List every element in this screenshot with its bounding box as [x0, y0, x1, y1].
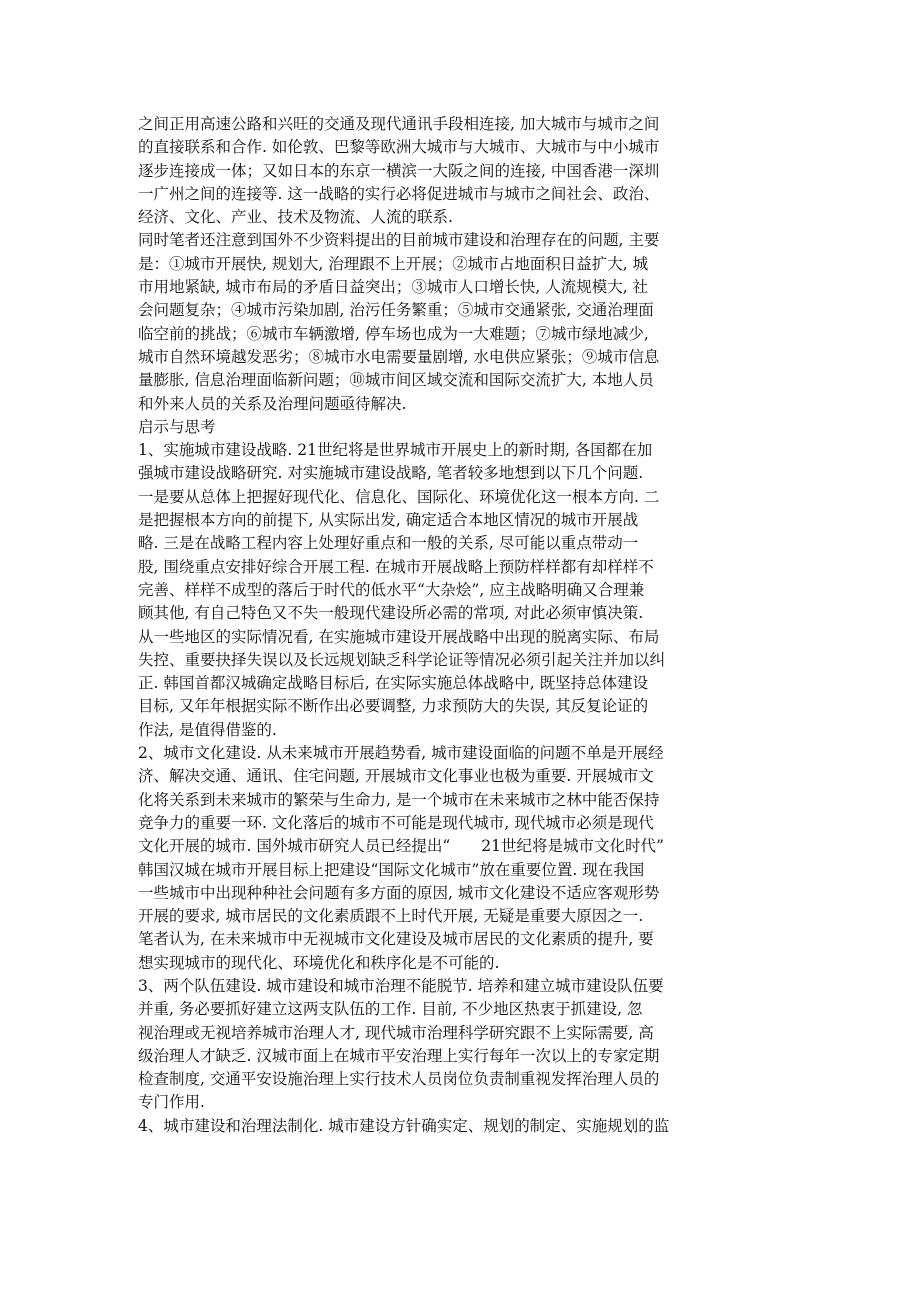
- text-line: 和外来人员的关系及治理问题亟待解决.: [138, 394, 407, 413]
- text-line: 的直接联系和合作. 如伦敦、巴黎等欧洲大城市与大城市、大城市与中小城市: [138, 138, 660, 157]
- text-line: 是：①城市开展快, 规划大, 治理跟不上开展；②城市占地面积日益扩大, 城: [138, 254, 649, 273]
- text-line: 4、城市建设和治理法制化. 城市建设方针确实定、规划的制定、实施规划的监: [138, 1116, 670, 1135]
- text-line: 视治理或无视培养城市治理人才, 现代城市治理科学研究跟不上实际需要, 高: [138, 1023, 654, 1042]
- text-line: 3、两个队伍建设. 城市建设和城市治理不能脱节. 培养和建立城市建设队伍要: [138, 976, 664, 995]
- text-line: 从一些地区的实际情况看, 在实施城市建设开展战略中出现的脱离实际、布局: [138, 627, 660, 646]
- text-line: 量膨胀, 信息治理面临新问题；⑩城市间区域交流和国际交流扩大, 本地人员: [138, 371, 654, 390]
- text-line: 想实现城市的现代化、环境优化和秩序化是不可能的.: [138, 953, 500, 972]
- text-line: 经济、文化、产业、技术及物流、人流的联系.: [138, 208, 453, 227]
- text-line: 专门作用.: [138, 1093, 205, 1112]
- text-line: 目标, 又年年根据实际不断作出必要调整, 力求预防大的失误, 其反复论证的: [138, 697, 649, 716]
- text-line: 股, 围绕重点安排好综合开展工程. 在城市开展战略上预防样样都有却样样不: [138, 557, 654, 576]
- text-line: 开展的要求, 城市居民的文化素质跟不上时代开展, 无疑是重要大原因之一.: [138, 907, 644, 926]
- text-line: 之间正用高速公路和兴旺的交通及现代通讯手段相连接, 加大城市与城市之间: [138, 115, 660, 133]
- text-line: 会问题复杂；④城市污染加剧, 治污任务繁重；⑤城市交通紧张, 交通治理面: [138, 301, 654, 320]
- text-line: 略. 三是在战略工程内容上处理好重点和一般的关系, 尽可能以重点带动一: [138, 534, 639, 553]
- text-line: 一是要从总体上把握好现代化、信息化、国际化、环境优化这一根本方向. 二: [138, 487, 660, 506]
- text-line: 竞争力的重要一环. 文化落后的城市不可能是现代城市, 现代城市必须是现代: [138, 813, 654, 832]
- text-line: 市用地紧缺, 城市布局的矛盾日益突出；③城市人口增长快, 人流规模大, 社: [138, 278, 649, 297]
- text-line: 2、城市文化建设. 从未来城市开展趋势看, 城市建设面临的问题不单是开展经: [138, 744, 664, 763]
- text-line: 完善、样样不成型的落后于时代的低水平“大杂烩”, 应主战略明确又合理兼: [138, 580, 645, 599]
- text-line: 化将关系到未来城市的繁荣与生命力, 是一个城市在未来城市之林中能否保持: [138, 790, 660, 809]
- text-line: 作法, 是值得借鉴的.: [138, 720, 277, 739]
- text-line: 正. 韩国首都汉城确定战略目标后, 在实际实施总体战略中, 既坚持总体建设: [138, 674, 649, 693]
- text-line: 笔者认为, 在未来城市中无视城市文化建设及城市居民的文化素质的提升, 要: [138, 930, 654, 949]
- text-line: 城市自然环境越发恶劣；⑧城市水电需要量剧增, 水电供应紧张；⑨城市信息: [138, 347, 660, 366]
- text-line: 级治理人才缺乏. 汉城市面上在城市平安治理上实行每年一次以上的专家定期: [138, 1046, 660, 1065]
- text-line: 强城市建设战略研究. 对实施城市建设战略, 笔者较多地想到以下几个问题.: [138, 464, 644, 483]
- text-line: 一广州之间的连接等. 这一战略的实行必将促进城市与城市之间社会、政治、: [138, 184, 660, 203]
- text-line: 1、实施城市建设战略. 21世纪将是世界城市开展史上的新时期, 各国都在加: [138, 441, 653, 460]
- document-body: [138, 113, 738, 1138]
- text-line: 济、解决交通、通讯、住宅问题, 开展城市文化事业也极为重要. 开展城市文: [138, 767, 654, 786]
- text-line: 一些城市中出现种种社会问题有多方面的原因, 城市文化建设不适应客观形势: [138, 883, 660, 902]
- text-line: 同时笔者还注意到国外不少资料提出的目前城市建设和治理存在的问题, 主要: [138, 231, 660, 250]
- text-line: 韩国汉城在城市开展目标上把建设“国际文化城市”放在重要位置. 现在我国: [138, 860, 645, 879]
- text-line: 检查制度, 交通平安设施治理上实行技术人员岗位负责制重视发挥治理人员的: [138, 1070, 660, 1089]
- text-line: 顾其他, 有自己特色又不失一般现代建设所必需的常项, 对此必须审慎决策.: [138, 604, 644, 623]
- text-line: 逐步连接成一体；又如日本的东京一横滨一大阪之间的连接, 中国香港一深圳: [138, 161, 660, 180]
- text-line: 并重, 务必要抓好建立这两支队伍的工作. 目前, 不少地区热衷于抓建设, 忽: [138, 1000, 643, 1019]
- text-line: 启示与思考: [138, 417, 216, 436]
- text-line: 文化开展的城市. 国外城市研究人员已经提出“ 21世纪将是城市文化时代”: [138, 837, 664, 856]
- text-line: 是把握根本方向的前提下, 从实际出发, 确定适合本地区情况的城市开展战: [138, 511, 639, 530]
- text-line: 失控、重要抉择失误以及长远规划缺乏科学论证等情况必须引起关注并加以纠: [138, 650, 666, 669]
- text-line: 临空前的挑战；⑥城市车辆激增, 停车场也成为一大难题；⑦城市绿地减少,: [138, 324, 649, 343]
